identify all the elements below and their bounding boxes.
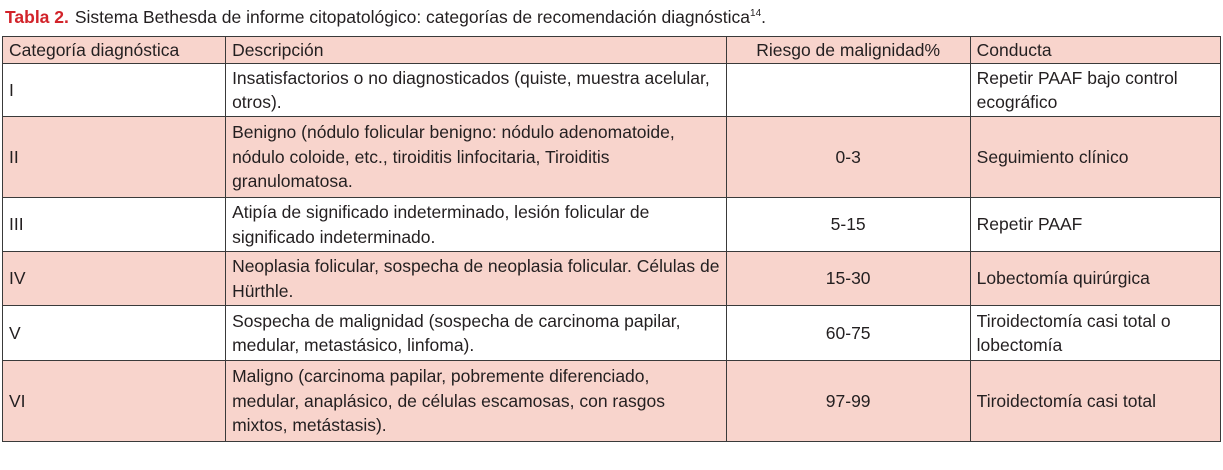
- table-row: [3, 361, 1221, 442]
- table-row: [3, 117, 1221, 198]
- cell-conduct: Tiroidectomía casi total o lobectomía: [970, 306, 1220, 361]
- bethesda-table: [2, 36, 1221, 442]
- caption-reference: 14: [750, 8, 762, 19]
- header-category: Categoría diagnóstica: [3, 37, 226, 64]
- cell-conduct: Repetir PAAF bajo control ecográfico: [970, 64, 1220, 117]
- cell-description: Benigno (nódulo folicular benigno: nódulo adenomatoide, nódulo coloide, etc., tiroiditis linfocitaria, Tiroiditis granulomatosa.: [226, 117, 727, 198]
- cell-description: Sospecha de malignidad (sospecha de carcinoma papilar, medular, metastásico, linfoma).: [226, 306, 727, 361]
- cell-risk: 15-30: [726, 252, 970, 306]
- cell-description: Atipía de significado indeterminado, lesión folicular de significado indeterminado.: [226, 198, 727, 252]
- cell-description: Maligno (carcinoma papilar, pobremente diferenciado, medular, anaplásico, de células escamosas, con rasgos mixtos, metástasis).: [226, 361, 727, 442]
- cell-category: VI: [3, 361, 226, 442]
- cell-risk: 60-75: [726, 306, 970, 361]
- cell-category: III: [3, 198, 226, 252]
- cell-category: II: [3, 117, 226, 198]
- cell-risk: 97-99: [726, 361, 970, 442]
- cell-risk: [726, 64, 970, 117]
- table-header-row: [3, 37, 1221, 64]
- cell-conduct: Lobectomía quirúrgica: [970, 252, 1220, 306]
- header-conduct: Conducta: [970, 37, 1220, 64]
- cell-conduct: Repetir PAAF: [970, 198, 1220, 252]
- caption-end: .: [761, 7, 767, 27]
- cell-category: I: [3, 64, 226, 117]
- caption-text: Sistema Bethesda de informe citopatológico: categorías de recomendación diagnóstica: [74, 7, 751, 27]
- table-row: [3, 64, 1221, 117]
- caption-label: Tabla 2.: [5, 7, 69, 27]
- table-row: [3, 306, 1221, 361]
- cell-category: IV: [3, 252, 226, 306]
- cell-description: Neoplasia folicular, sospecha de neoplasia folicular. Células de Hürthle.: [226, 252, 727, 306]
- table-row: [3, 198, 1221, 252]
- cell-conduct: Seguimiento clínico: [970, 117, 1220, 198]
- header-risk: Riesgo de malignidad%: [726, 37, 970, 64]
- header-description: Descripción: [226, 37, 727, 64]
- table-row: [3, 252, 1221, 306]
- cell-category: V: [3, 306, 226, 361]
- cell-risk: 5-15: [726, 198, 970, 252]
- table-caption: [5, 6, 1215, 28]
- cell-risk: 0-3: [726, 117, 970, 198]
- cell-description: Insatisfactorios o no diagnosticados (quiste, muestra acelular, otros).: [226, 64, 727, 117]
- cell-conduct: Tiroidectomía casi total: [970, 361, 1220, 442]
